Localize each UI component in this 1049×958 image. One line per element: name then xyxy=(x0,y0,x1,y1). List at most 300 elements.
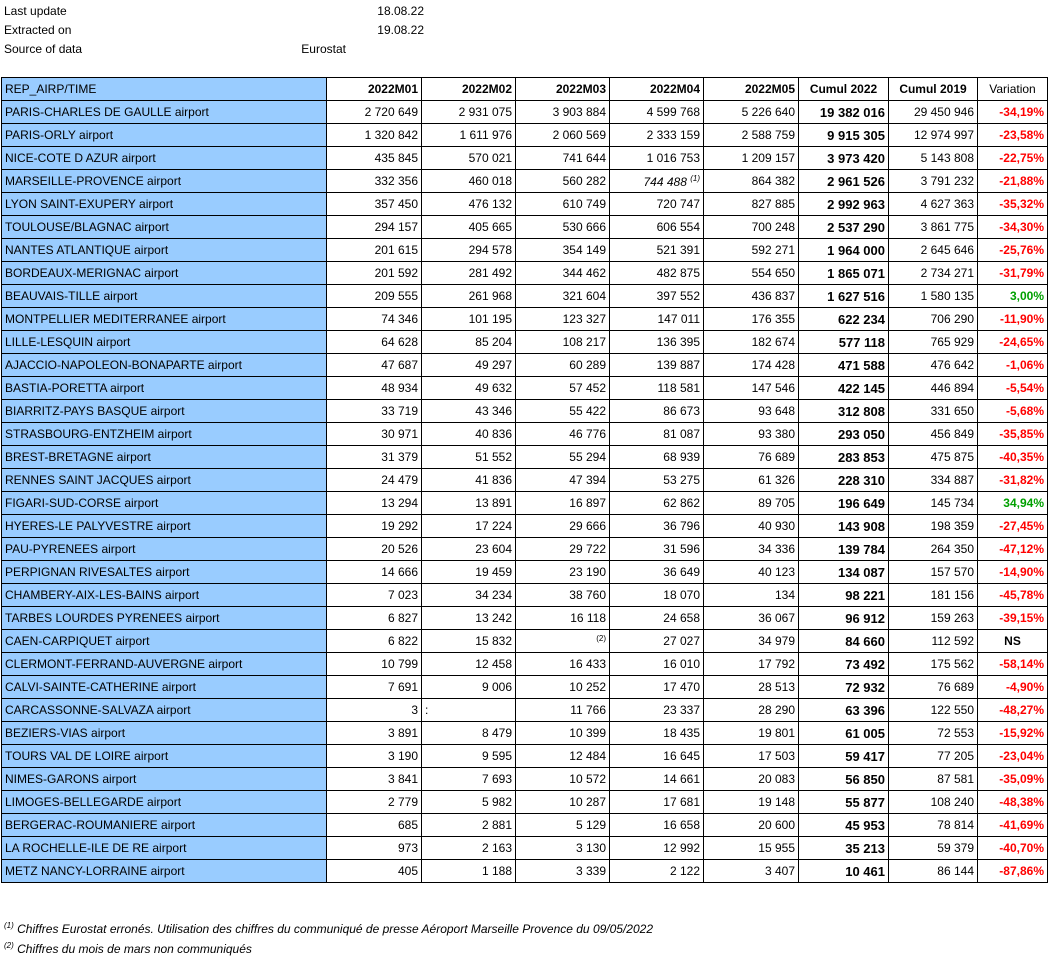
cell-2022m01 xyxy=(327,469,422,492)
cell-2022m03 xyxy=(516,791,610,814)
cell-2022m04 xyxy=(610,676,704,699)
cell-2022m05-value: 864 382 xyxy=(751,174,795,188)
cell-2022m04-value: 2 333 159 xyxy=(646,128,700,142)
cell-variation-value: -34,30% xyxy=(999,220,1044,234)
cell-airport-value: LIMOGES-BELLEGARDE airport xyxy=(5,795,182,809)
cell-cumul-2019 xyxy=(889,492,978,515)
cell-2022m04-value: 86 673 xyxy=(663,404,700,418)
cell-2022m05 xyxy=(704,584,799,607)
cell-2022m01 xyxy=(327,538,422,561)
cell-cumul-2019 xyxy=(889,837,978,860)
metadata-block xyxy=(4,4,424,61)
cell-cumul-2022 xyxy=(799,331,889,354)
cell-2022m02 xyxy=(422,101,516,124)
cell-cumul-2022-value: 1 627 516 xyxy=(827,288,885,304)
extracted-on-value: 19.08.22 xyxy=(377,23,424,37)
cell-cumul-2019 xyxy=(889,285,978,308)
cell-cumul-2022 xyxy=(799,791,889,814)
cell-2022m02 xyxy=(422,354,516,377)
cell-cumul-2022 xyxy=(799,262,889,285)
cell-2022m03 xyxy=(516,147,610,170)
cell-2022m02-value: 12 458 xyxy=(475,657,512,671)
cell-2022m05 xyxy=(704,653,799,676)
cell-cumul-2019-value: 157 570 xyxy=(930,565,974,579)
cell-2022m05-value: 827 885 xyxy=(751,197,795,211)
cell-2022m01-value: 74 346 xyxy=(381,312,418,326)
cell-variation xyxy=(978,446,1048,469)
cell-cumul-2019 xyxy=(889,101,978,124)
cell-cumul-2022 xyxy=(799,515,889,538)
cell-2022m05 xyxy=(704,699,799,722)
cell-cumul-2022-value: 9 915 305 xyxy=(827,127,885,143)
cell-2022m03-value: 16 433 xyxy=(569,657,606,671)
extracted-on-row xyxy=(4,23,424,42)
cell-2022m03 xyxy=(516,515,610,538)
cell-airport xyxy=(2,469,327,492)
cell-2022m02 xyxy=(422,699,516,722)
cell-2022m05 xyxy=(704,101,799,124)
footnote-1-text: Chiffres Eurostat erronés. Utilisation des chiffres du communiqué de presse Aéroport Marseille Provence du 09/05/2022 xyxy=(13,922,653,936)
cell-variation-value: -5,68% xyxy=(1005,404,1044,418)
cell-2022m05-value: 61 326 xyxy=(758,473,795,487)
cell-2022m04 xyxy=(610,262,704,285)
cell-airport-value: CHAMBERY-AIX-LES-BAINS airport xyxy=(5,588,200,602)
cell-2022m05 xyxy=(704,538,799,561)
cell-2022m05 xyxy=(704,377,799,400)
cell-airport xyxy=(2,170,327,193)
cell-2022m02 xyxy=(422,216,516,239)
header-2022m05: 2022M05 xyxy=(704,78,799,101)
cell-2022m05-value: 3 407 xyxy=(764,864,795,878)
cell-cumul-2019 xyxy=(889,860,978,883)
cell-cumul-2022 xyxy=(799,676,889,699)
cell-variation-value: -14,90% xyxy=(999,565,1044,579)
cell-cumul-2019-value: 175 562 xyxy=(930,657,974,671)
cell-2022m02 xyxy=(422,147,516,170)
cell-2022m01 xyxy=(327,837,422,860)
cell-cumul-2022 xyxy=(799,400,889,423)
cell-cumul-2019 xyxy=(889,515,978,538)
cell-variation-value: -15,92% xyxy=(999,726,1044,740)
cell-2022m02-value: 13 891 xyxy=(475,496,512,510)
cell-2022m03 xyxy=(516,745,610,768)
cell-variation-value: -22,75% xyxy=(999,151,1044,165)
cell-cumul-2022 xyxy=(799,285,889,308)
cell-2022m02 xyxy=(422,239,516,262)
cell-2022m03 xyxy=(516,377,610,400)
cell-2022m02-value: 17 224 xyxy=(475,519,512,533)
cell-2022m03 xyxy=(516,170,610,193)
cell-cumul-2022-value: 3 973 420 xyxy=(827,150,885,166)
header-2022m01: 2022M01 xyxy=(327,78,422,101)
cell-2022m04-value: 18 435 xyxy=(663,726,700,740)
header-2022m02: 2022M02 xyxy=(422,78,516,101)
cell-variation-value: -24,65% xyxy=(999,335,1044,349)
cell-airport xyxy=(2,193,327,216)
cell-2022m05 xyxy=(704,469,799,492)
cell-2022m01 xyxy=(327,400,422,423)
cell-cumul-2019 xyxy=(889,699,978,722)
cell-cumul-2019-value: 4 627 363 xyxy=(920,197,974,211)
cell-variation xyxy=(978,469,1048,492)
cell-variation-value: -41,69% xyxy=(999,818,1044,832)
cell-airport xyxy=(2,285,327,308)
cell-2022m01 xyxy=(327,170,422,193)
cell-airport-value: TARBES LOURDES PYRENEES airport xyxy=(5,611,220,625)
cell-cumul-2022-value: 1 964 000 xyxy=(827,242,885,258)
cell-cumul-2019 xyxy=(889,469,978,492)
table-row xyxy=(2,653,1048,676)
cell-airport-value: MARSEILLE-PROVENCE airport xyxy=(5,174,182,188)
cell-2022m04 xyxy=(610,561,704,584)
cell-2022m03-value: 2 060 569 xyxy=(552,128,606,142)
cell-2022m01 xyxy=(327,860,422,883)
cell-cumul-2022 xyxy=(799,561,889,584)
table-row xyxy=(2,791,1048,814)
cell-2022m02-value: 13 242 xyxy=(475,611,512,625)
cell-2022m02-value: 7 693 xyxy=(481,772,512,786)
cell-airport-value: CAEN-CARPIQUET airport xyxy=(5,634,150,648)
cell-2022m05 xyxy=(704,216,799,239)
cell-2022m02 xyxy=(422,561,516,584)
table-row xyxy=(2,308,1048,331)
cell-2022m04 xyxy=(610,699,704,722)
cell-2022m01-value: 201 615 xyxy=(374,243,418,257)
cell-cumul-2022-value: 84 660 xyxy=(845,633,885,649)
cell-variation xyxy=(978,193,1048,216)
cell-2022m05 xyxy=(704,147,799,170)
cell-2022m02 xyxy=(422,400,516,423)
cell-2022m03-value: 47 394 xyxy=(569,473,606,487)
cell-variation xyxy=(978,216,1048,239)
cell-2022m02 xyxy=(422,331,516,354)
cell-variation-value: -31,79% xyxy=(999,266,1044,280)
cell-variation xyxy=(978,308,1048,331)
cell-2022m04-value: 16 010 xyxy=(663,657,700,671)
cell-2022m04-value: 12 992 xyxy=(663,841,700,855)
cell-airport-value: BASTIA-PORETTA airport xyxy=(5,381,145,395)
footnote-2-text: Chiffres du mois de mars non communiqués xyxy=(13,942,252,956)
cell-2022m01 xyxy=(327,814,422,837)
cell-2022m03 xyxy=(516,492,610,515)
cell-cumul-2019 xyxy=(889,676,978,699)
cell-2022m04-value: 31 596 xyxy=(663,542,700,556)
cell-2022m03-value: 29 666 xyxy=(569,519,606,533)
cell-variation xyxy=(978,584,1048,607)
cell-variation-value: 34,94% xyxy=(1003,496,1044,510)
cell-2022m01 xyxy=(327,124,422,147)
cell-airport-value: NICE-COTE D AZUR airport xyxy=(5,151,156,165)
cell-variation xyxy=(978,124,1048,147)
table-row xyxy=(2,814,1048,837)
cell-variation xyxy=(978,101,1048,124)
cell-cumul-2022-value: 577 118 xyxy=(838,334,885,350)
cell-2022m01-value: 405 xyxy=(397,864,418,878)
cell-variation xyxy=(978,860,1048,883)
cell-2022m03-value: 10 252 xyxy=(569,680,606,694)
cell-2022m01 xyxy=(327,216,422,239)
cell-2022m02 xyxy=(422,308,516,331)
cell-2022m01-value: 19 292 xyxy=(381,519,418,533)
cell-airport xyxy=(2,446,327,469)
table-row xyxy=(2,262,1048,285)
table-body xyxy=(2,101,1048,883)
cell-cumul-2022-value: 312 808 xyxy=(838,403,885,419)
cell-2022m03-value: 57 452 xyxy=(569,381,606,395)
cell-2022m03 xyxy=(516,837,610,860)
cell-cumul-2019 xyxy=(889,538,978,561)
cell-cumul-2022-value: 134 087 xyxy=(838,564,885,580)
table-row xyxy=(2,584,1048,607)
cell-cumul-2022 xyxy=(799,354,889,377)
cell-2022m03 xyxy=(516,860,610,883)
cell-2022m05 xyxy=(704,423,799,446)
cell-2022m01-value: 209 555 xyxy=(374,289,418,303)
cell-2022m04-value: 521 391 xyxy=(656,243,700,257)
cell-2022m02 xyxy=(422,722,516,745)
cell-2022m04-value: 53 275 xyxy=(663,473,700,487)
cell-airport-value: PAU-PYRENEES airport xyxy=(5,542,136,556)
cell-2022m01-value: 6 827 xyxy=(387,611,418,625)
cell-variation-value: -39,15% xyxy=(999,611,1044,625)
cell-cumul-2022-value: 139 784 xyxy=(838,541,885,557)
cell-2022m01-value: 3 891 xyxy=(387,726,418,740)
cell-2022m04 xyxy=(610,193,704,216)
cell-2022m01 xyxy=(327,722,422,745)
cell-2022m04 xyxy=(610,124,704,147)
cell-2022m03-value: 321 604 xyxy=(562,289,606,303)
source-label: Source of data xyxy=(4,42,83,56)
cell-2022m02 xyxy=(422,377,516,400)
cell-cumul-2019-value: 475 875 xyxy=(930,450,974,464)
cell-cumul-2019-value: 706 290 xyxy=(930,312,974,326)
cell-2022m02-value: 405 665 xyxy=(468,220,512,234)
cell-cumul-2022-value: 2 992 963 xyxy=(827,196,885,212)
header-row xyxy=(2,78,1048,101)
cell-cumul-2022 xyxy=(799,308,889,331)
cell-cumul-2019 xyxy=(889,124,978,147)
cell-cumul-2019-value: 78 814 xyxy=(937,818,974,832)
cell-2022m02 xyxy=(422,193,516,216)
cell-cumul-2022-value: 59 417 xyxy=(845,748,885,764)
cell-2022m01-value: 2 720 649 xyxy=(364,105,418,119)
cell-variation xyxy=(978,170,1048,193)
cell-2022m04 xyxy=(610,791,704,814)
cell-2022m02 xyxy=(422,745,516,768)
cell-cumul-2019-value: 2 645 646 xyxy=(920,243,974,257)
cell-variation-value: -1,06% xyxy=(1005,358,1044,372)
cell-2022m02 xyxy=(422,285,516,308)
cell-2022m03-value: 108 217 xyxy=(562,335,606,349)
cell-2022m04 xyxy=(610,400,704,423)
cell-cumul-2022-value: 96 912 xyxy=(845,610,885,626)
cell-2022m05 xyxy=(704,285,799,308)
cell-variation xyxy=(978,676,1048,699)
cell-2022m02 xyxy=(422,469,516,492)
cell-2022m02 xyxy=(422,515,516,538)
cell-2022m01 xyxy=(327,768,422,791)
cell-2022m02-value: 476 132 xyxy=(468,197,512,211)
cell-2022m03-value: 29 722 xyxy=(569,542,606,556)
cell-airport-value: MONTPELLIER MEDITERRANEE airport xyxy=(5,312,226,326)
cell-2022m04 xyxy=(610,239,704,262)
table-row xyxy=(2,699,1048,722)
cell-cumul-2022-value: 56 850 xyxy=(845,771,885,787)
cell-2022m03-value: 5 129 xyxy=(575,818,606,832)
cell-airport xyxy=(2,308,327,331)
cell-cumul-2019 xyxy=(889,423,978,446)
cell-cumul-2019-value: 3 861 775 xyxy=(920,220,974,234)
table-row xyxy=(2,400,1048,423)
cell-cumul-2019-value: 2 734 271 xyxy=(920,266,974,280)
cell-cumul-2019-value: 1 580 135 xyxy=(920,289,974,303)
cell-cumul-2022 xyxy=(799,630,889,653)
cell-cumul-2022-value: 72 932 xyxy=(845,679,885,695)
cell-airport xyxy=(2,216,327,239)
cell-2022m05-value: 15 955 xyxy=(758,841,795,855)
cell-airport-value: BREST-BRETAGNE airport xyxy=(5,450,151,464)
cell-2022m05 xyxy=(704,860,799,883)
cell-2022m01-value: 31 379 xyxy=(381,450,418,464)
cell-2022m02-value: : xyxy=(425,703,429,717)
cell-2022m05-value: 28 513 xyxy=(758,680,795,694)
table-row xyxy=(2,492,1048,515)
cell-variation xyxy=(978,262,1048,285)
cell-airport-value: RENNES SAINT JACQUES airport xyxy=(5,473,191,487)
cell-2022m05 xyxy=(704,308,799,331)
table-row xyxy=(2,469,1048,492)
cell-cumul-2019-value: 5 143 808 xyxy=(920,151,974,165)
table-row xyxy=(2,630,1048,653)
cell-2022m01 xyxy=(327,101,422,124)
cell-2022m05-value: 1 209 157 xyxy=(741,151,795,165)
cell-cumul-2019-value: 145 734 xyxy=(930,496,974,510)
cell-cumul-2019-value: 72 553 xyxy=(937,726,974,740)
cell-2022m05 xyxy=(704,124,799,147)
cell-2022m03 xyxy=(516,124,610,147)
cell-cumul-2019 xyxy=(889,193,978,216)
cell-2022m05-value: 93 380 xyxy=(758,427,795,441)
cell-2022m01-value: 201 592 xyxy=(374,266,418,280)
cell-airport xyxy=(2,814,327,837)
cell-2022m03-value: 38 760 xyxy=(569,588,606,602)
cell-cumul-2022 xyxy=(799,124,889,147)
cell-2022m04 xyxy=(610,308,704,331)
source-row xyxy=(4,42,424,61)
cell-2022m02-value: 43 346 xyxy=(475,404,512,418)
cell-cumul-2019-value: 59 379 xyxy=(937,841,974,855)
cell-2022m05-value: 93 648 xyxy=(758,404,795,418)
cell-cumul-2022-value: 1 865 071 xyxy=(827,265,885,281)
cell-2022m05-value: 592 271 xyxy=(751,243,795,257)
table-row xyxy=(2,193,1048,216)
cell-2022m04-value: 68 939 xyxy=(663,450,700,464)
cell-cumul-2019-value: 112 592 xyxy=(931,634,974,648)
cell-2022m05 xyxy=(704,492,799,515)
table-row xyxy=(2,722,1048,745)
cell-2022m04 xyxy=(610,860,704,883)
cell-variation-value: -27,45% xyxy=(999,519,1044,533)
cell-2022m01 xyxy=(327,331,422,354)
cell-2022m04 xyxy=(610,216,704,239)
cell-cumul-2022 xyxy=(799,216,889,239)
cell-variation xyxy=(978,538,1048,561)
cell-2022m02 xyxy=(422,170,516,193)
cell-2022m03-value: 23 190 xyxy=(569,565,606,579)
cell-2022m04 xyxy=(610,377,704,400)
table-row xyxy=(2,423,1048,446)
cell-2022m01 xyxy=(327,791,422,814)
cell-2022m04-value: 36 649 xyxy=(663,565,700,579)
cell-2022m05 xyxy=(704,630,799,653)
cell-2022m03 xyxy=(516,308,610,331)
cell-variation-value: -23,04% xyxy=(999,749,1044,763)
cell-2022m05-value: 2 588 759 xyxy=(741,128,795,142)
cell-variation xyxy=(978,837,1048,860)
cell-variation-value: 3,00% xyxy=(1009,289,1044,303)
cell-cumul-2019 xyxy=(889,170,978,193)
cell-2022m01-value: 7 023 xyxy=(387,588,418,602)
table-row xyxy=(2,745,1048,768)
cell-2022m02 xyxy=(422,653,516,676)
cell-2022m04 xyxy=(610,722,704,745)
cell-2022m05-value: 554 650 xyxy=(751,266,795,280)
cell-2022m01 xyxy=(327,745,422,768)
cell-2022m03-value: 610 749 xyxy=(562,197,606,211)
cell-airport-value: BEAUVAIS-TILLE airport xyxy=(5,289,138,303)
cell-2022m02-value: 294 578 xyxy=(468,243,512,257)
cell-airport-value: LYON SAINT-EXUPERY airport xyxy=(5,197,174,211)
cell-2022m02-value: 23 604 xyxy=(475,542,512,556)
cell-2022m03 xyxy=(516,561,610,584)
cell-2022m01 xyxy=(327,653,422,676)
cell-2022m05-value: 28 290 xyxy=(758,703,795,717)
cell-2022m05-value: 134 xyxy=(774,588,795,602)
cell-2022m03 xyxy=(516,331,610,354)
cell-cumul-2019-value: 3 791 232 xyxy=(920,174,974,188)
cell-cumul-2022-value: 10 461 xyxy=(845,863,885,879)
cell-cumul-2022 xyxy=(799,814,889,837)
cell-2022m04-value: 18 070 xyxy=(663,588,700,602)
cell-2022m02-value: 261 968 xyxy=(468,289,512,303)
cell-2022m02-value: 281 492 xyxy=(468,266,512,280)
cell-2022m03-value: 530 666 xyxy=(562,220,606,234)
cell-2022m02 xyxy=(422,584,516,607)
table-row xyxy=(2,377,1048,400)
cell-2022m03 xyxy=(516,607,610,630)
cell-2022m03-value: 3 130 xyxy=(575,841,606,855)
cell-2022m04-value: 81 087 xyxy=(663,427,700,441)
header-2022m04: 2022M04 xyxy=(610,78,704,101)
cell-2022m05-value: 17 503 xyxy=(758,749,795,763)
cell-2022m05-value: 5 226 640 xyxy=(741,105,795,119)
cell-variation-value: -35,85% xyxy=(999,427,1044,441)
cell-cumul-2022-value: 55 877 xyxy=(845,794,885,810)
cell-2022m04-value: 17 470 xyxy=(663,680,700,694)
cell-airport xyxy=(2,607,327,630)
cell-2022m04-value: 23 337 xyxy=(663,703,700,717)
table-row xyxy=(2,538,1048,561)
cell-cumul-2019 xyxy=(889,147,978,170)
cell-variation xyxy=(978,331,1048,354)
cell-2022m05 xyxy=(704,331,799,354)
cell-2022m02-value: 51 552 xyxy=(475,450,512,464)
cell-cumul-2019-value: 765 929 xyxy=(930,335,974,349)
cell-2022m02-value: 15 832 xyxy=(475,634,512,648)
cell-variation-value: -87,86% xyxy=(999,864,1044,878)
cell-cumul-2022-value: 2 537 290 xyxy=(827,219,885,235)
cell-cumul-2022-value: 98 221 xyxy=(845,587,885,603)
